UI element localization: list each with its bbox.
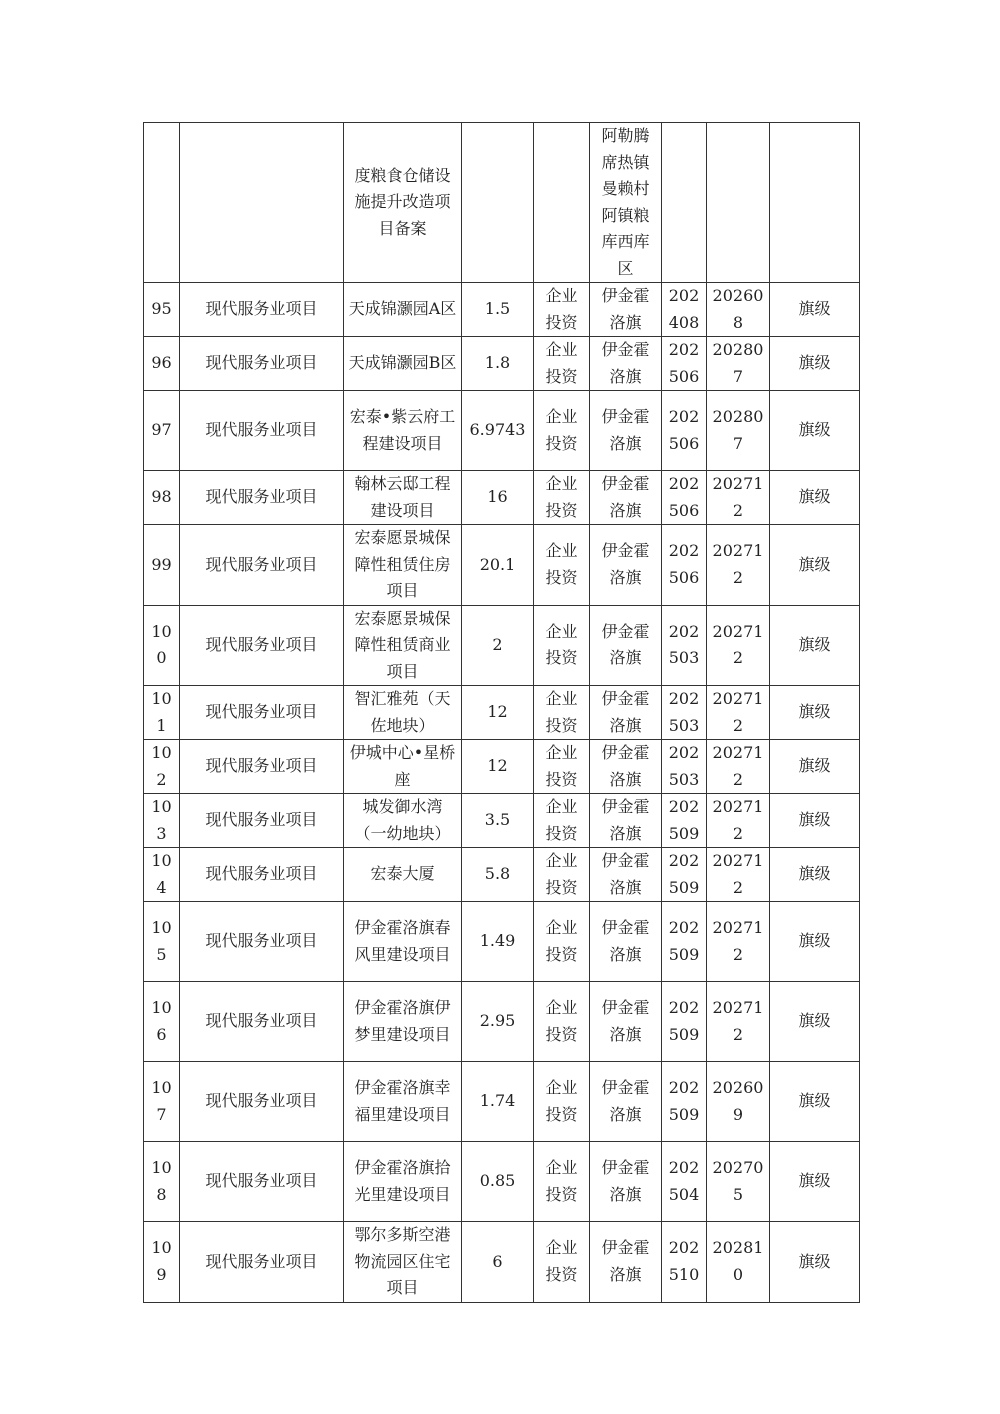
cell-level: 旗级 <box>770 283 860 337</box>
cell-level: 旗级 <box>770 982 860 1062</box>
cell-end: 202712 <box>707 982 770 1062</box>
cell-location: 伊金霍洛旗 <box>590 337 662 391</box>
cell-level: 旗级 <box>770 1062 860 1142</box>
cell-name: 伊城中心•星桥座 <box>344 740 462 794</box>
cell-level: 旗级 <box>770 605 860 686</box>
cell-no: 105 <box>144 902 180 982</box>
cell-no: 98 <box>144 471 180 525</box>
cell-investment: 5.8 <box>462 848 534 902</box>
cell-end: 202712 <box>707 794 770 848</box>
cell-level: 旗级 <box>770 686 860 740</box>
cell-investment: 2.95 <box>462 982 534 1062</box>
cell-level <box>770 123 860 283</box>
table-row <box>144 1142 860 1222</box>
table-row <box>144 605 860 686</box>
cell-start: 202509 <box>662 794 707 848</box>
cell-name: 宏泰愿景城保障性租赁商业项目 <box>344 605 462 686</box>
cell-end: 202712 <box>707 525 770 606</box>
cell-end: 202705 <box>707 1142 770 1222</box>
cell-name: 翰林云邸工程建设项目 <box>344 471 462 525</box>
table-row <box>144 740 860 794</box>
cell-type: 企业投资 <box>534 283 590 337</box>
cell-investment: 1.74 <box>462 1062 534 1142</box>
cell-end: 202608 <box>707 283 770 337</box>
cell-category: 现代服务业项目 <box>180 1222 344 1303</box>
cell-level: 旗级 <box>770 1142 860 1222</box>
cell-start <box>662 123 707 283</box>
cell-location: 伊金霍洛旗 <box>590 283 662 337</box>
cell-level: 旗级 <box>770 848 860 902</box>
cell-name: 天成锦灏园A区 <box>344 283 462 337</box>
table-row <box>144 686 860 740</box>
cell-end: 202712 <box>707 740 770 794</box>
cell-location: 伊金霍洛旗 <box>590 902 662 982</box>
cell-name: 鄂尔多斯空港物流园区住宅项目 <box>344 1222 462 1303</box>
cell-start: 202408 <box>662 283 707 337</box>
cell-type: 企业投资 <box>534 337 590 391</box>
cell-category: 现代服务业项目 <box>180 1142 344 1222</box>
project-table-body <box>144 123 860 1303</box>
cell-no: 100 <box>144 605 180 686</box>
cell-category <box>180 123 344 283</box>
cell-level: 旗级 <box>770 391 860 471</box>
cell-investment: 1.49 <box>462 902 534 982</box>
cell-start: 202510 <box>662 1222 707 1303</box>
cell-name: 伊金霍洛旗伊梦里建设项目 <box>344 982 462 1062</box>
cell-location: 伊金霍洛旗 <box>590 605 662 686</box>
cell-no: 101 <box>144 686 180 740</box>
cell-level: 旗级 <box>770 525 860 606</box>
cell-investment: 1.8 <box>462 337 534 391</box>
cell-type: 企业投资 <box>534 605 590 686</box>
cell-type: 企业投资 <box>534 982 590 1062</box>
cell-level: 旗级 <box>770 1222 860 1303</box>
cell-name: 宏泰•紫云府工程建设项目 <box>344 391 462 471</box>
cell-type: 企业投资 <box>534 525 590 606</box>
cell-name: 伊金霍洛旗拾光里建设项目 <box>344 1142 462 1222</box>
cell-investment: 3.5 <box>462 794 534 848</box>
cell-start: 202509 <box>662 848 707 902</box>
table-row-continuation <box>144 123 860 283</box>
cell-level: 旗级 <box>770 740 860 794</box>
cell-name: 度粮食仓储设施提升改造项目备案 <box>344 123 462 283</box>
cell-no: 106 <box>144 982 180 1062</box>
cell-category: 现代服务业项目 <box>180 605 344 686</box>
table-row <box>144 337 860 391</box>
cell-end: 202712 <box>707 686 770 740</box>
cell-type: 企业投资 <box>534 902 590 982</box>
cell-name: 伊金霍洛旗幸福里建设项目 <box>344 1062 462 1142</box>
cell-type: 企业投资 <box>534 391 590 471</box>
cell-start: 202506 <box>662 391 707 471</box>
cell-end: 202712 <box>707 848 770 902</box>
cell-end: 202807 <box>707 391 770 471</box>
cell-no: 103 <box>144 794 180 848</box>
cell-start: 202504 <box>662 1142 707 1222</box>
cell-name: 宏泰大厦 <box>344 848 462 902</box>
cell-level: 旗级 <box>770 794 860 848</box>
cell-end: 202712 <box>707 902 770 982</box>
cell-location: 伊金霍洛旗 <box>590 1062 662 1142</box>
cell-type: 企业投资 <box>534 794 590 848</box>
cell-category: 现代服务业项目 <box>180 740 344 794</box>
cell-end: 202712 <box>707 605 770 686</box>
cell-name: 伊金霍洛旗春风里建设项目 <box>344 902 462 982</box>
cell-investment: 2 <box>462 605 534 686</box>
cell-investment: 20.1 <box>462 525 534 606</box>
cell-start: 202503 <box>662 686 707 740</box>
cell-location: 伊金霍洛旗 <box>590 471 662 525</box>
table-row <box>144 525 860 606</box>
cell-location: 伊金霍洛旗 <box>590 391 662 471</box>
cell-location: 伊金霍洛旗 <box>590 1222 662 1303</box>
cell-start: 202509 <box>662 902 707 982</box>
cell-category: 现代服务业项目 <box>180 902 344 982</box>
cell-investment: 1.5 <box>462 283 534 337</box>
cell-type: 企业投资 <box>534 1142 590 1222</box>
cell-end: 202807 <box>707 337 770 391</box>
cell-no: 108 <box>144 1142 180 1222</box>
table-row <box>144 982 860 1062</box>
cell-investment: 6 <box>462 1222 534 1303</box>
cell-end: 202609 <box>707 1062 770 1142</box>
cell-investment: 12 <box>462 686 534 740</box>
cell-investment: 0.85 <box>462 1142 534 1222</box>
cell-start: 202509 <box>662 982 707 1062</box>
cell-type <box>534 123 590 283</box>
cell-start: 202506 <box>662 337 707 391</box>
table-row <box>144 391 860 471</box>
cell-category: 现代服务业项目 <box>180 337 344 391</box>
cell-category: 现代服务业项目 <box>180 391 344 471</box>
cell-location: 伊金霍洛旗 <box>590 848 662 902</box>
table-row <box>144 794 860 848</box>
table-row <box>144 1222 860 1303</box>
table-row <box>144 848 860 902</box>
cell-type: 企业投资 <box>534 471 590 525</box>
cell-category: 现代服务业项目 <box>180 471 344 525</box>
cell-location: 伊金霍洛旗 <box>590 525 662 606</box>
cell-no: 104 <box>144 848 180 902</box>
table-row <box>144 902 860 982</box>
cell-start: 202506 <box>662 525 707 606</box>
cell-category: 现代服务业项目 <box>180 283 344 337</box>
cell-end <box>707 123 770 283</box>
cell-category: 现代服务业项目 <box>180 982 344 1062</box>
cell-start: 202503 <box>662 740 707 794</box>
cell-category: 现代服务业项目 <box>180 1062 344 1142</box>
table-row <box>144 1062 860 1142</box>
cell-no: 107 <box>144 1062 180 1142</box>
cell-location: 伊金霍洛旗 <box>590 740 662 794</box>
cell-location: 阿勒腾席热镇曼赖村阿镇粮库西库区 <box>590 123 662 283</box>
cell-investment <box>462 123 534 283</box>
cell-category: 现代服务业项目 <box>180 794 344 848</box>
cell-location: 伊金霍洛旗 <box>590 982 662 1062</box>
cell-no: 97 <box>144 391 180 471</box>
cell-investment: 16 <box>462 471 534 525</box>
cell-name: 城发御水湾（一幼地块） <box>344 794 462 848</box>
cell-investment: 6.9743 <box>462 391 534 471</box>
cell-no: 95 <box>144 283 180 337</box>
cell-name: 智汇雅苑（天佐地块） <box>344 686 462 740</box>
table-row <box>144 283 860 337</box>
cell-start: 202509 <box>662 1062 707 1142</box>
cell-investment: 12 <box>462 740 534 794</box>
cell-location: 伊金霍洛旗 <box>590 1142 662 1222</box>
cell-name: 宏泰愿景城保障性租赁住房项目 <box>344 525 462 606</box>
cell-end: 202810 <box>707 1222 770 1303</box>
cell-level: 旗级 <box>770 337 860 391</box>
cell-type: 企业投资 <box>534 686 590 740</box>
cell-location: 伊金霍洛旗 <box>590 686 662 740</box>
cell-level: 旗级 <box>770 471 860 525</box>
cell-category: 现代服务业项目 <box>180 525 344 606</box>
cell-name: 天成锦灏园B区 <box>344 337 462 391</box>
cell-type: 企业投资 <box>534 1222 590 1303</box>
cell-no: 99 <box>144 525 180 606</box>
cell-no: 102 <box>144 740 180 794</box>
project-table <box>143 122 860 1303</box>
cell-end: 202712 <box>707 471 770 525</box>
cell-start: 202506 <box>662 471 707 525</box>
cell-level: 旗级 <box>770 902 860 982</box>
cell-no <box>144 123 180 283</box>
cell-start: 202503 <box>662 605 707 686</box>
cell-type: 企业投资 <box>534 740 590 794</box>
cell-category: 现代服务业项目 <box>180 848 344 902</box>
cell-type: 企业投资 <box>534 848 590 902</box>
cell-no: 96 <box>144 337 180 391</box>
cell-type: 企业投资 <box>534 1062 590 1142</box>
cell-location: 伊金霍洛旗 <box>590 794 662 848</box>
table-row <box>144 471 860 525</box>
cell-no: 109 <box>144 1222 180 1303</box>
cell-category: 现代服务业项目 <box>180 686 344 740</box>
